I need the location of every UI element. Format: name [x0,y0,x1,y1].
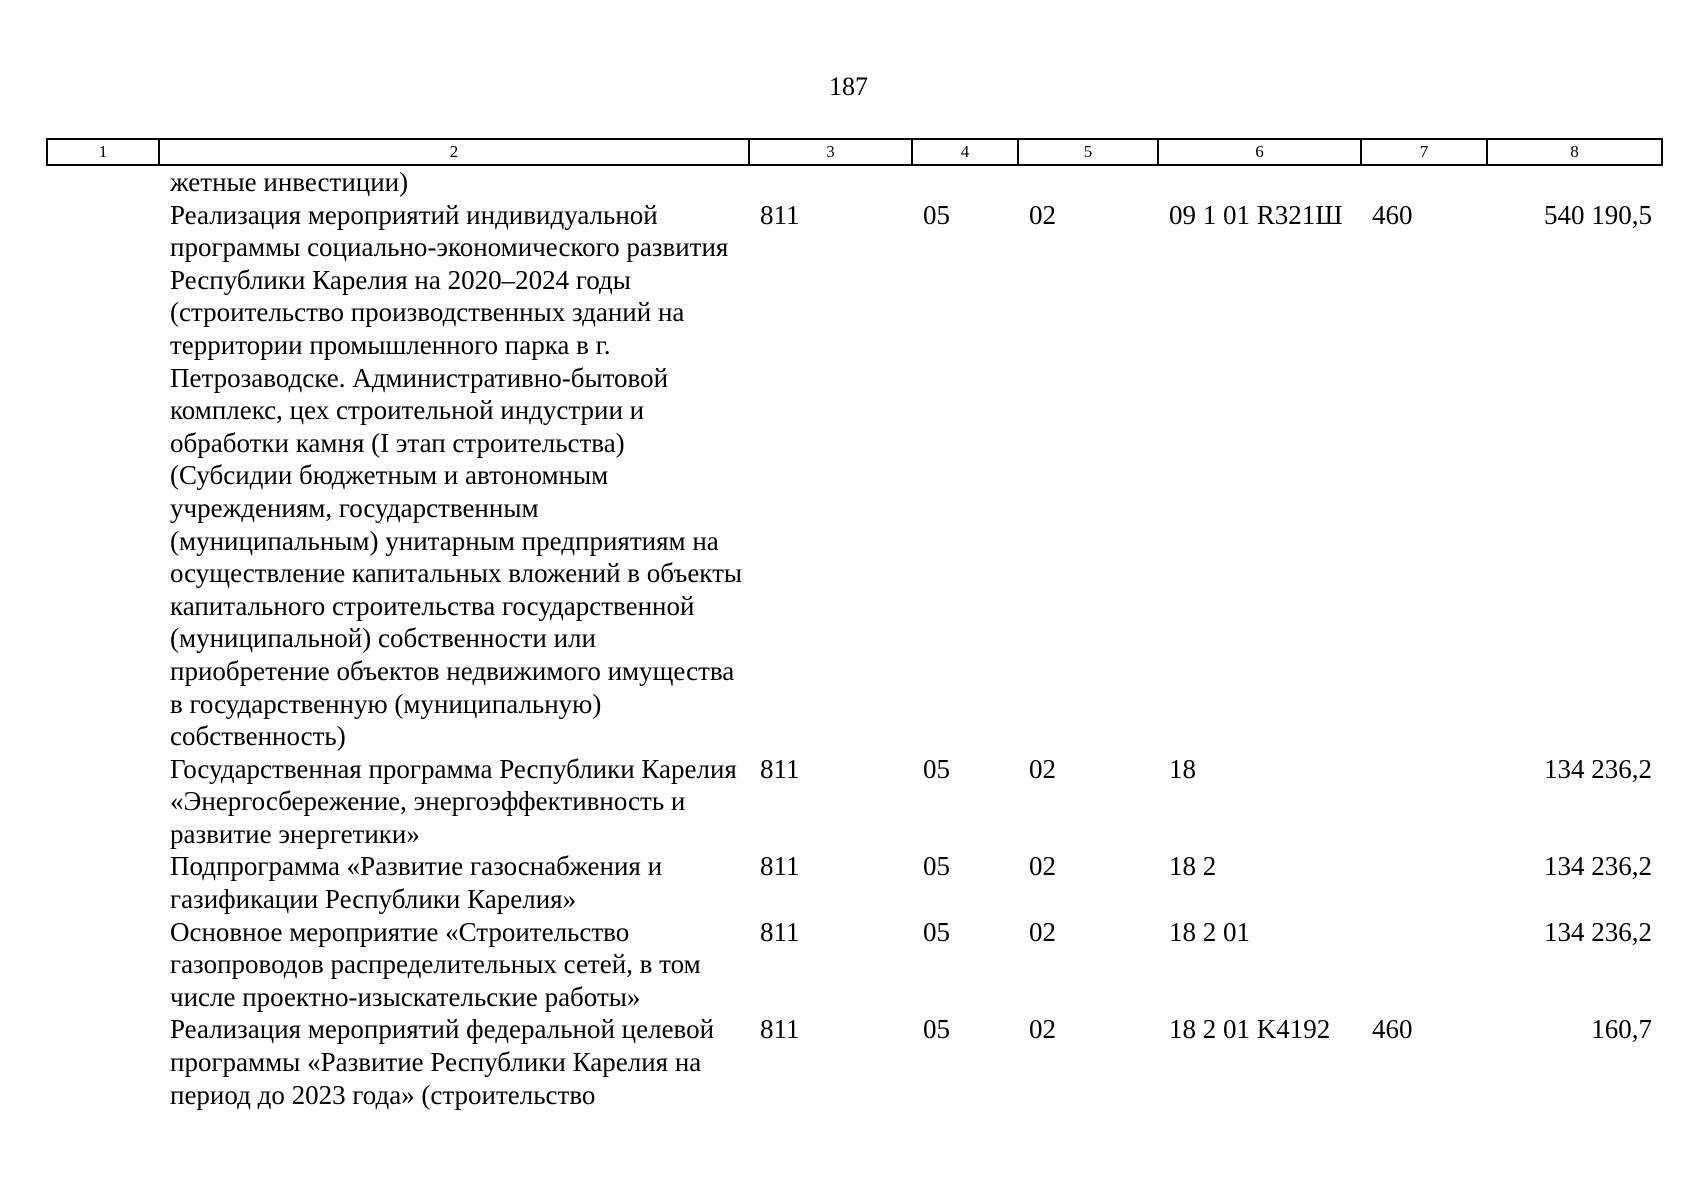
cell-col7: 460 [1372,1014,1413,1045]
table-row [47,165,1662,199]
cell-amount [1487,165,1662,199]
table-row [47,850,1662,915]
cell-col5 [1018,165,1158,199]
cell-col5: 02 [1029,199,1056,230]
cell-col5: 02 [1029,916,1056,947]
row-description: жетные инвестиции) [170,167,409,197]
column-header: 5 [1018,139,1158,165]
budget-table [46,138,1663,1111]
cell-col3 [749,165,912,199]
row-description: Реализация мероприятий федеральной целевой программы «Развитие Республики Карелия на период до 2023 года» (строительство [170,1014,715,1110]
cell-amount: 134 236,2 [1544,753,1652,784]
cell-col7 [1361,850,1487,915]
cell-col4: 05 [923,851,950,882]
cell-amount: 134 236,2 [1544,916,1652,947]
table-row [47,1013,1662,1111]
cell-col3: 811 [760,851,800,882]
column-header: 6 [1158,139,1361,165]
row-description: Основное мероприятие «Строительство газопроводов распределительных сетей, в том числе проектно-изыскательские работы» [170,916,701,1012]
column-header: 7 [1361,139,1487,165]
cell-col3: 811 [760,916,800,947]
cell-amount: 540 190,5 [1544,199,1652,230]
cell-col6: 18 [1169,753,1196,784]
cell-col3: 811 [760,753,800,784]
cell-col3: 811 [760,199,800,230]
table-row [47,199,1662,753]
cell-col7 [1361,916,1487,1014]
cell-col4 [912,165,1018,199]
cell-col4: 05 [923,916,950,947]
column-header: 8 [1487,139,1662,165]
cell-col6: 18 2 [1169,851,1217,882]
cell-col7: 460 [1372,199,1413,230]
cell-col5: 02 [1029,753,1056,784]
column-header: 3 [749,139,912,165]
cell-col5: 02 [1029,851,1056,882]
column-header: 1 [47,139,159,165]
cell-col6: 09 1 01 R321Ш [1169,199,1343,230]
row-description: Подпрограмма «Развитие газоснабжения и газификации Республики Карелия» [170,851,663,915]
cell-col7 [1361,165,1487,199]
table-row [47,916,1662,1014]
cell-col4: 05 [923,1014,950,1045]
cell-col6: 18 2 01 K4192 [1169,1014,1331,1045]
cell-amount: 134 236,2 [1544,851,1652,882]
cell-col4: 05 [923,753,950,784]
cell-col4: 05 [923,199,950,230]
cell-col6 [1158,165,1361,199]
cell-col7 [1361,753,1487,851]
table-row [47,753,1662,851]
cell-col5: 02 [1029,1014,1056,1045]
page-number: 187 [829,72,868,101]
table-header [47,139,1662,165]
cell-col6: 18 2 01 [1169,916,1250,947]
row-description: Государственная программа Республики Карелия «Энергосбережение, энергоэффективность и развитие энергетики» [170,753,737,849]
column-header: 2 [159,139,749,165]
column-header: 4 [912,139,1018,165]
row-description: Реализация мероприятий индивидуальной программы социально-экономического развития Республики Карелия на 2020–2024 годы (строительство производственных зданий на территории промышленного парка в г. Петрозаводске. Административно-бытовой комплекс, цех строительной индустрии и обработки камня (I этап строительства) (Субсидии бюджетным и автономным учреждениям, государственным (муниципальным) унитарным предприятиям на осуществление капитальных вложений в объекты капитального строительства государственной (муниципальной) собственности или приобретение объектов недвижимого имущества в государственную (муниципальную) собственность) [170,199,743,752]
cell-col3: 811 [760,1014,800,1045]
cell-amount: 160,7 [1591,1014,1652,1045]
